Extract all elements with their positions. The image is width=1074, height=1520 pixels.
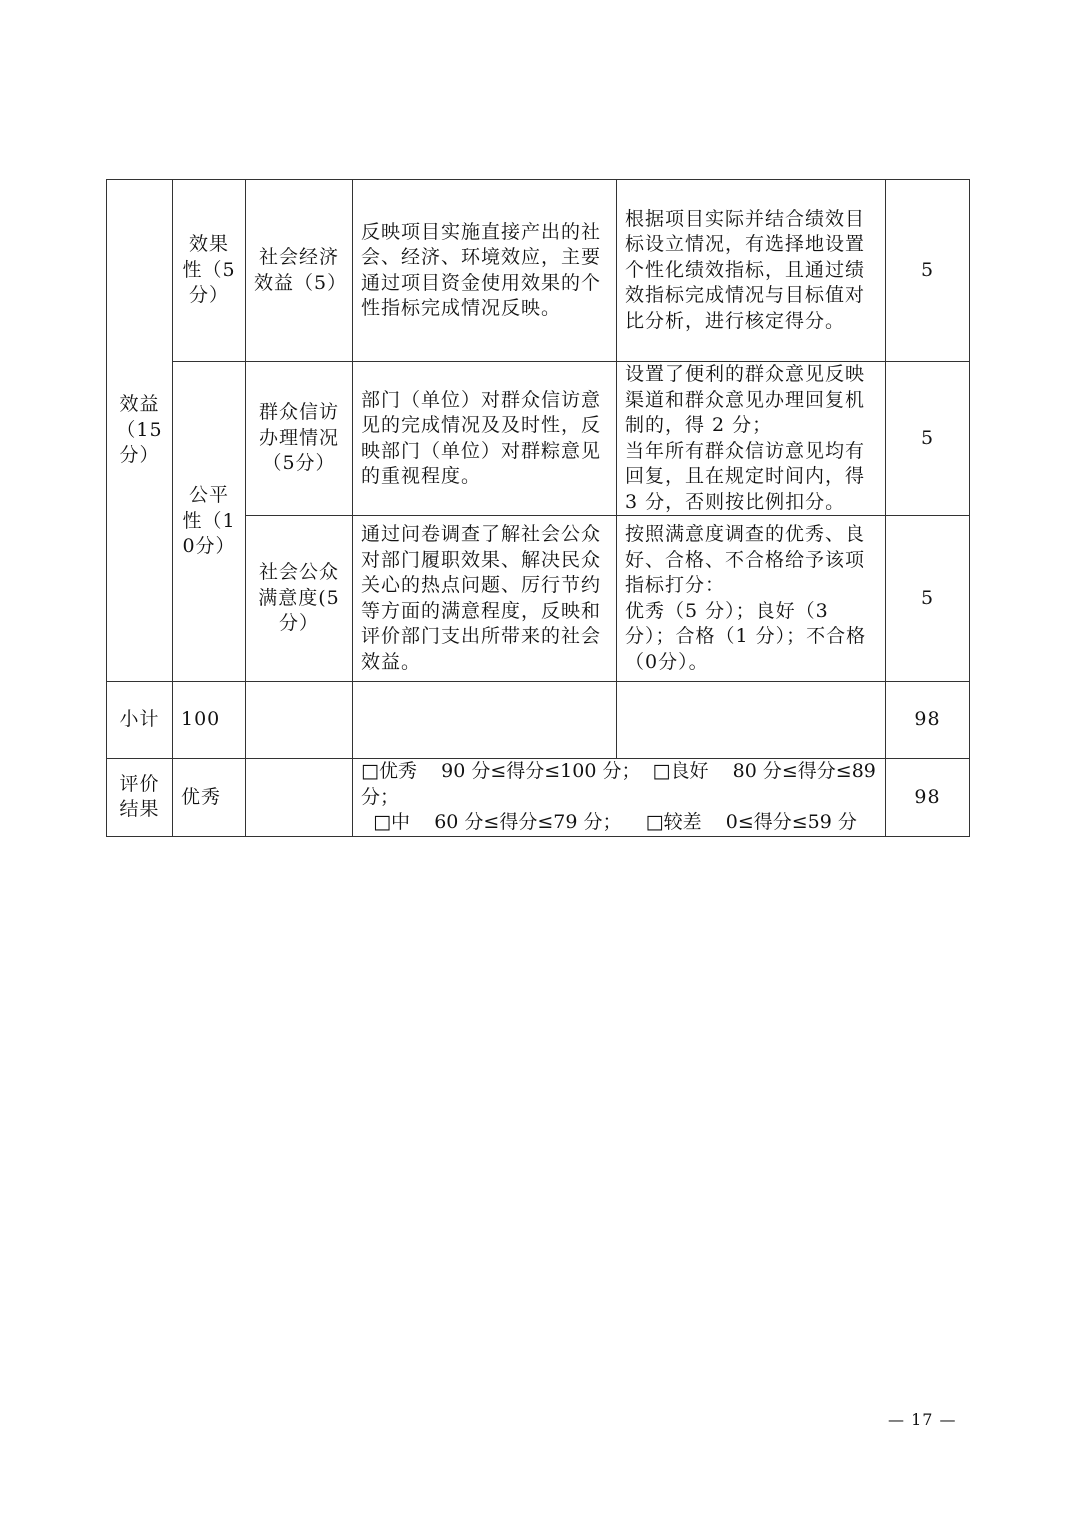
- empty-cell: [353, 682, 617, 759]
- effectiveness-cell: 效果性（5分）: [173, 180, 246, 362]
- empty-cell: [246, 682, 353, 759]
- empty-cell: [246, 759, 353, 837]
- grade-scale-line: 分；: [361, 785, 400, 808]
- grade-scale-cell: [353, 759, 886, 837]
- petition-criteria-line: 设置了便利的群众意见反映渠道和群众意见办理回复机制的，得 2 分；: [625, 363, 866, 436]
- page-number: — 17 —: [888, 1410, 957, 1429]
- subtotal-label-cell: 小计: [107, 682, 173, 759]
- satisfaction-description-cell: 通过问卷调查了解社会公众对部门履职效果、解决民众关心的热点问题、厉行节约等方面的满意程度，反映和评价部门支出所带来的社会效益。: [353, 516, 617, 682]
- evaluation-label-cell: 评价结果: [107, 759, 173, 837]
- fairness-cell: 公平性（10分）: [173, 362, 246, 682]
- social-economic-benefit-cell: 社会经济效益（5）: [246, 180, 353, 362]
- effectiveness-score-cell: 5: [886, 180, 970, 362]
- petition-indicator-cell: 群众信访办理情况（5分）: [246, 362, 353, 516]
- satisfaction-criteria-line: 按照满意度调查的优秀、良好、合格、不合格给予该项指标打分：: [625, 523, 866, 596]
- empty-cell: [617, 682, 886, 759]
- table-row: [107, 180, 970, 362]
- grade-scale-line: □中 60 分≤得分≤79 分； □较差 0≤得分≤59 分: [361, 811, 857, 833]
- grade-scale-line: □优秀 90 分≤得分≤100 分； □良好 80 分≤得分≤89: [361, 760, 876, 782]
- evaluation-grade-cell: 优秀: [173, 759, 246, 837]
- satisfaction-indicator-cell: 社会公众满意度(5分）: [246, 516, 353, 682]
- table-row: [107, 362, 970, 516]
- subtotal-row: [107, 682, 970, 759]
- evaluation-table: [106, 179, 970, 837]
- subtotal-score-cell: 98: [886, 682, 970, 759]
- satisfaction-criteria-line: 优秀（5 分）；良好（3 分）；合格（1 分）；不合格（0分）。: [625, 599, 867, 673]
- petition-score-cell: 5: [886, 362, 970, 516]
- petition-description-cell: 部门（单位）对群众信访意见的完成情况及及时性，反映部门（单位）对群粽意见的重视程度。: [353, 362, 617, 516]
- satisfaction-score-cell: 5: [886, 516, 970, 682]
- effectiveness-description-cell: 反映项目实施直接产出的社会、经济、环境效应，主要通过项目资金使用效果的个性指标完成情况反映。: [353, 180, 617, 362]
- evaluation-row: [107, 759, 970, 837]
- subtotal-weight-cell: 100: [173, 682, 246, 759]
- petition-criteria-line: 当年所有群众信访意见均有回复，且在规定时间内，得 3 分，否则按比例扣分。: [625, 439, 866, 513]
- petition-criteria-cell: [617, 362, 886, 516]
- effectiveness-criteria-cell: 根据项目实际并结合绩效目标设立情况，有选择地设置个性化绩效指标，且通过绩效指标完成情况与目标值对比分析，进行核定得分。: [617, 180, 886, 362]
- evaluation-score-cell: 98: [886, 759, 970, 837]
- satisfaction-criteria-cell: [617, 516, 886, 682]
- benefit-category-cell: 效益（15分）: [107, 180, 173, 682]
